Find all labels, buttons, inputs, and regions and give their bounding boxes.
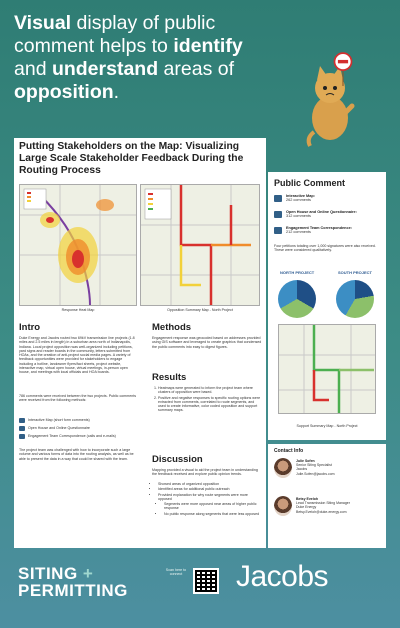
public-comment-heading: Public Comment [274,178,346,188]
opposition-summary-map-image [140,184,260,306]
discussion-list [152,482,262,517]
contact-2 [296,497,384,514]
heat-map-graphic [20,185,137,306]
jacobs-logo: Jacobs [236,560,329,593]
support-summary-map-image [278,324,376,414]
north-project-label: NORTH PROJECT [280,270,315,275]
contact-name: Betsy Eveloh [296,497,318,501]
map-icon [19,418,25,423]
method-label: Engagement Team Correspondence (calls and e-mails) [28,434,116,439]
plus-icon: + [82,564,94,583]
avatar [274,458,292,478]
headline-text: areas of [158,58,235,80]
methods-list [19,418,137,442]
results-list [152,386,262,414]
contact-heading: Contact Info [274,448,304,454]
no-sign-icon [326,52,360,86]
stat-title: Engagement Team Correspondence: [286,226,352,230]
opposition-map-graphic [141,185,260,306]
main-card [14,138,266,548]
opposition-map-caption: Opposition Summary Map - North Project [167,308,233,312]
poster-title: Putting Stakeholders on the Map: Visualizing Large Scale Stakeholder Feedback During the Routing Process [19,141,244,176]
contact-name: Julie Sofen [296,459,315,463]
contact-org: Jacobs [296,467,308,472]
comment-stat [274,194,315,203]
stat-value: 262 comments [286,198,311,203]
intro-paragraph-2: 786 comments were received between the two projects. Public comments were received from the following methods: [19,394,137,403]
headline-word: Visual [14,12,72,34]
support-map-caption: Support Summary Map - North Project [296,424,358,428]
method-label: Interactive Map (short form comments) [28,418,90,423]
north-pie-chart [278,280,316,318]
document-icon [19,426,25,431]
methods-heading: Methods [152,322,192,333]
results-item: 2. Positive and negative responses to specific routing options were extracted from comments, correlated to route segments, and used to create informative, color coded opposition and support summary maps. [158,396,262,413]
map-icon [274,195,282,202]
public-comment-card [268,172,386,440]
discussion-subitem: • Segments were more opposed near areas of higher public response [164,502,262,511]
method-item [19,418,137,423]
headline-word: opposition [14,81,114,103]
contact-email-link[interactable]: Betsy.Eveloh@duke-energy.com [296,509,347,514]
south-project-label: SOUTH PROJECT [338,270,373,275]
intro-heading: Intro [19,322,41,333]
stat-value: 212 comments [286,230,311,235]
comment-stat [274,226,352,235]
discussion-subitem: • No public response along segments that were less opposed [164,512,262,516]
logo-text: PERMITTING [18,581,128,600]
support-map-graphic [279,325,376,414]
heat-map-image [19,184,137,306]
method-item [19,434,137,439]
heat-map-caption: Response Heat Map [61,308,95,312]
headline [14,12,264,104]
scan-text: Scan here to connect [165,568,187,577]
avatar [274,496,292,516]
contact-email-link[interactable]: Julie.Sofen@jacobs.com [296,471,335,476]
mail-icon [274,227,282,234]
discussion-sublist [158,502,262,516]
discussion-item: • Showed areas of organized opposition [158,482,262,486]
document-icon [274,211,282,218]
petition-note: Four petitions totaling over 1,000 signatures were also received. These were considered qualitatively. [274,244,376,253]
contact-role: Senior Siting Specialist [296,463,332,468]
stat-value: 312 comments [286,214,311,219]
headline-text: . [113,81,120,103]
discussion-item: • Provided explanation for why route segments were more opposed [158,493,262,502]
intro-paragraph: Duke Energy and Jacobs routed two 69kV transmission line projects (1.8 miles and 2.5 miles in length) in a suburban area north of Indianapolis, Indiana. Local project opposition was well-organized including petitions, yard signs and reader boards in the community, letters submitted from HOAs, and the creation of anti-project social media pages. A variety of feedback opportunities were provided for stakeholders to engage including a hotline, landowner flyers/fact sheets, project website, interactive map, virtual open house, virtual meetings, in-person open house, and meetings with local officials and HOA boards. [19,336,135,375]
headline-word: identify [173,35,243,57]
stat-title: Open House and Online Questionnaire: [286,210,357,214]
contact-role: Lead Transmission Siting Manager [296,501,350,506]
discussion-paragraph: Mapping provided a visual to aid the project team in understanding the feedback received and explore public opinion trends. [152,468,258,477]
mail-icon [19,434,25,439]
logo-text: SITING [18,564,78,583]
stat-title: Interactive Map: [286,194,315,198]
results-heading: Results [152,372,187,383]
discussion-heading: Discussion [152,454,203,465]
qr-code-icon[interactable] [193,568,219,594]
contact-1 [296,459,384,476]
headline-word: understand [51,58,159,80]
headline-text: and [14,58,52,80]
headline-text: display of public comment helps to [14,12,216,57]
method-label: Open House and Online Questionnaire [28,426,90,431]
contact-org: Duke Energy [296,505,317,510]
method-item [19,426,137,431]
methods-paragraph: Engagement response was geocoded based on addresses provided using GIS software and leveraged to create graphics that condensed the public comments into easy to digest figures. [152,336,262,349]
intro-paragraph-3: The project team was challenged with how to incorporate such a large volume and various forms of data into the routing analysis, as well as be able to present the data in a way that could be shared with the team. [19,448,134,461]
comment-stat [274,210,357,219]
south-pie-chart [336,280,374,318]
discussion-item: • Identified areas for additional public outreach [158,487,262,491]
results-item: 1. Heatmaps were generated to inform the project team where clusters of opposition were based. [158,386,262,395]
siting-permitting-logo [18,565,128,599]
contact-card [268,444,386,548]
